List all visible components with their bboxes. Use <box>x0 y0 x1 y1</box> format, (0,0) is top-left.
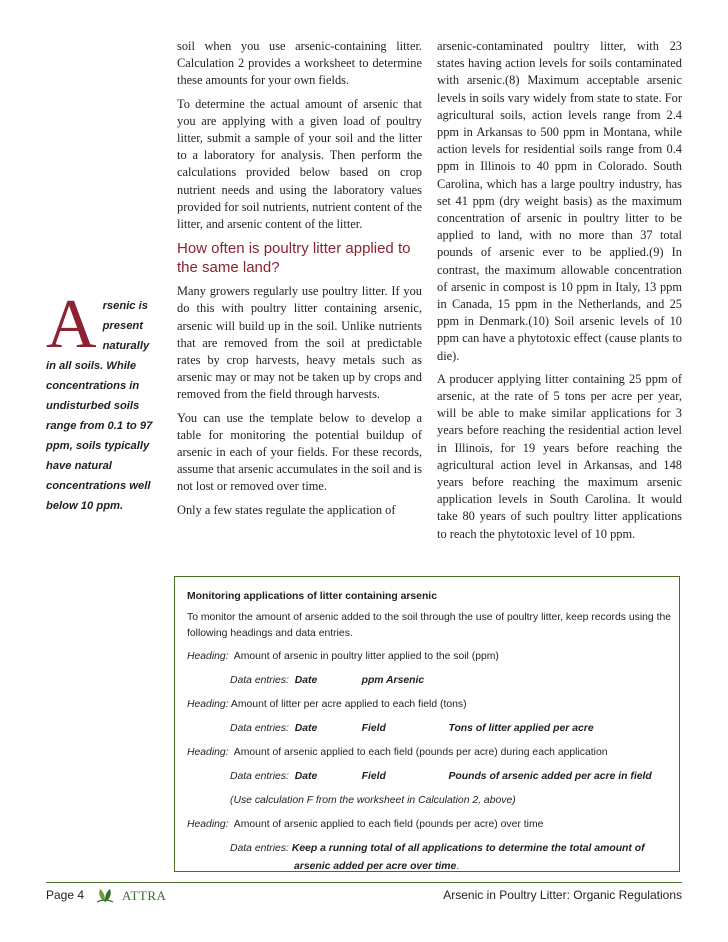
heading-label: Heading: <box>187 651 229 662</box>
heading-text: Amount of litter per acre applied to each field (tons) <box>230 699 467 710</box>
box-entries-4 <box>230 842 679 856</box>
leaf-logo-icon <box>96 886 114 904</box>
entry-ppm-arsenic: ppm Arsenic <box>361 675 425 686</box>
box-heading-4 <box>187 818 679 832</box>
footer-rule <box>46 882 682 883</box>
entry-pounds: Pounds of arsenic added per acre in field <box>448 771 652 782</box>
box-entries-4-cont <box>294 860 679 874</box>
box-entries-3 <box>230 770 679 784</box>
mid-paragraph-2: To determine the actual amount of arsenic that you are applying with a given load of poultry litter, submit a sample of your soil and the litter to a laboratory for analysis. Then perform the calculations provided below based on crop nutrient needs and using the laboratory values provided for soil nutrients, nutrient content of the litter, and arsenic content of the litter. <box>177 96 423 232</box>
drop-cap: A <box>46 286 97 363</box>
box-heading-3 <box>187 746 679 760</box>
entry-period: . <box>456 861 460 872</box>
right-paragraph-1: arsenic-contaminated poultry litter, with 23 states having action levels for soils contaminated with arsenic.(8) Maximum acceptable arsenic levels in soils vary widely from state to state. For agricultural soils, action levels range from 2.4 ppm in Arkansas to 500 ppm in Montana, while action levels for residential soils range from 0.4 ppm in Illinois to 40 ppm in Colorado. South Carolina, which has a large poultry industry, has set 41 ppm (dry weight basis) as the maximum concentration of arsenic in poultry litter to be applied to land, with no more than 37 total pounds of arsenic ever to be applied.(9) In contrast, the maximum allowable concentration of arsenic in compost is 10 ppm in Italy, 13 ppm in Canada, 15 ppm in the Netherlands, and 25 ppm in Denmark.(10) Soil arsenic levels of 10 ppm can have a phytotoxic effect (cause plants to die). <box>437 39 682 363</box>
middle-column <box>177 38 422 525</box>
entry-date: Date <box>294 723 318 734</box>
entry-field: Field <box>361 723 386 734</box>
entry-date: Date <box>294 675 318 686</box>
box-note-3: (Use calculation F from the worksheet in Calculation 2, above) <box>230 795 516 806</box>
section-heading: How often is poultry litter applied to the same land? <box>177 240 411 277</box>
mid-paragraph-3: Many growers regularly use poultry litter. If you do this with poultry litter containing arsenic, arsenic will build up in the soil. Unlike nutrients that are removed from the soil at predictable rates by crop harvests, heavy metals such as arsenic may or may not be taken up by crops and removed from the field through harvests. <box>177 284 422 402</box>
right-column <box>437 38 682 549</box>
heading-label: Heading: <box>187 699 229 710</box>
box-entries-2 <box>230 722 679 736</box>
right-paragraph-2: A producer applying litter containing 25 ppm of arsenic, at the rate of 5 tons per acre per year, will be able to make similar applications for 3 years before reaching the residential action level in Illinois, for 19 years before reaching the agricultural action level in Arkansas, and 148 years before reaching the maximum arsenic application levels in South Carolina. It would take 80 years of such poultry litter applications to reach the phytotoxic level of 10 ppm. <box>437 371 682 541</box>
heading-label: Heading: <box>187 819 229 830</box>
box-title: Monitoring applications of litter containing arsenic <box>187 591 437 602</box>
entry-running-total-2: arsenic added per acre over time <box>294 861 457 872</box>
data-entries-label: Data entries: <box>230 771 289 782</box>
entry-tons: Tons of litter applied per acre <box>448 723 594 734</box>
heading-label: Heading: <box>187 747 229 758</box>
monitoring-sidebar-box <box>174 576 680 872</box>
pull-quote <box>46 286 162 516</box>
entry-field: Field <box>361 771 386 782</box>
running-title: Arsenic in Poultry Litter: Organic Regulations <box>443 888 682 902</box>
page-number: Page 4 <box>46 888 85 902</box>
mid-paragraph-1: soil when you use arsenic-containing litter. Calculation 2 provides a worksheet to determine these amounts for your own fields. <box>177 39 422 88</box>
data-entries-label: Data entries: <box>230 843 289 854</box>
heading-text: Amount of arsenic in poultry litter applied to the soil (ppm) <box>233 651 499 662</box>
entry-running-total-1: Keep a running total of all applications to determine the total amount of <box>291 843 645 854</box>
box-heading-2 <box>187 698 679 712</box>
box-entries-1 <box>230 674 679 688</box>
box-intro: To monitor the amount of arsenic added to the soil through the use of poultry litter, keep records using the following headings and data entries. <box>187 612 672 639</box>
box-heading-1 <box>187 650 679 664</box>
heading-text: Amount of arsenic applied to each field (pounds per acre) during each application <box>233 747 608 758</box>
mid-paragraph-5: Only a few states regulate the application of <box>177 502 396 517</box>
heading-text: Amount of arsenic applied to each field (pounds per acre) over time <box>233 819 544 830</box>
attra-brand: ATTRA <box>122 888 167 903</box>
mid-paragraph-4: You can use the template below to develop a table for monitoring the potential buildup of arsenic in each of your fields. For these records, assume that arsenic accumulates in the soil and is not lost or removed over time. <box>177 410 422 494</box>
pull-quote-text: rsenic is present naturally in all soils. While concentrations in undisturbed soils range from 0.1 to 97 ppm, soils typically have natural concentrations well below 10 ppm. <box>46 300 153 512</box>
entry-date: Date <box>294 771 318 782</box>
data-entries-label: Data entries: <box>230 723 289 734</box>
data-entries-label: Data entries: <box>230 675 289 686</box>
